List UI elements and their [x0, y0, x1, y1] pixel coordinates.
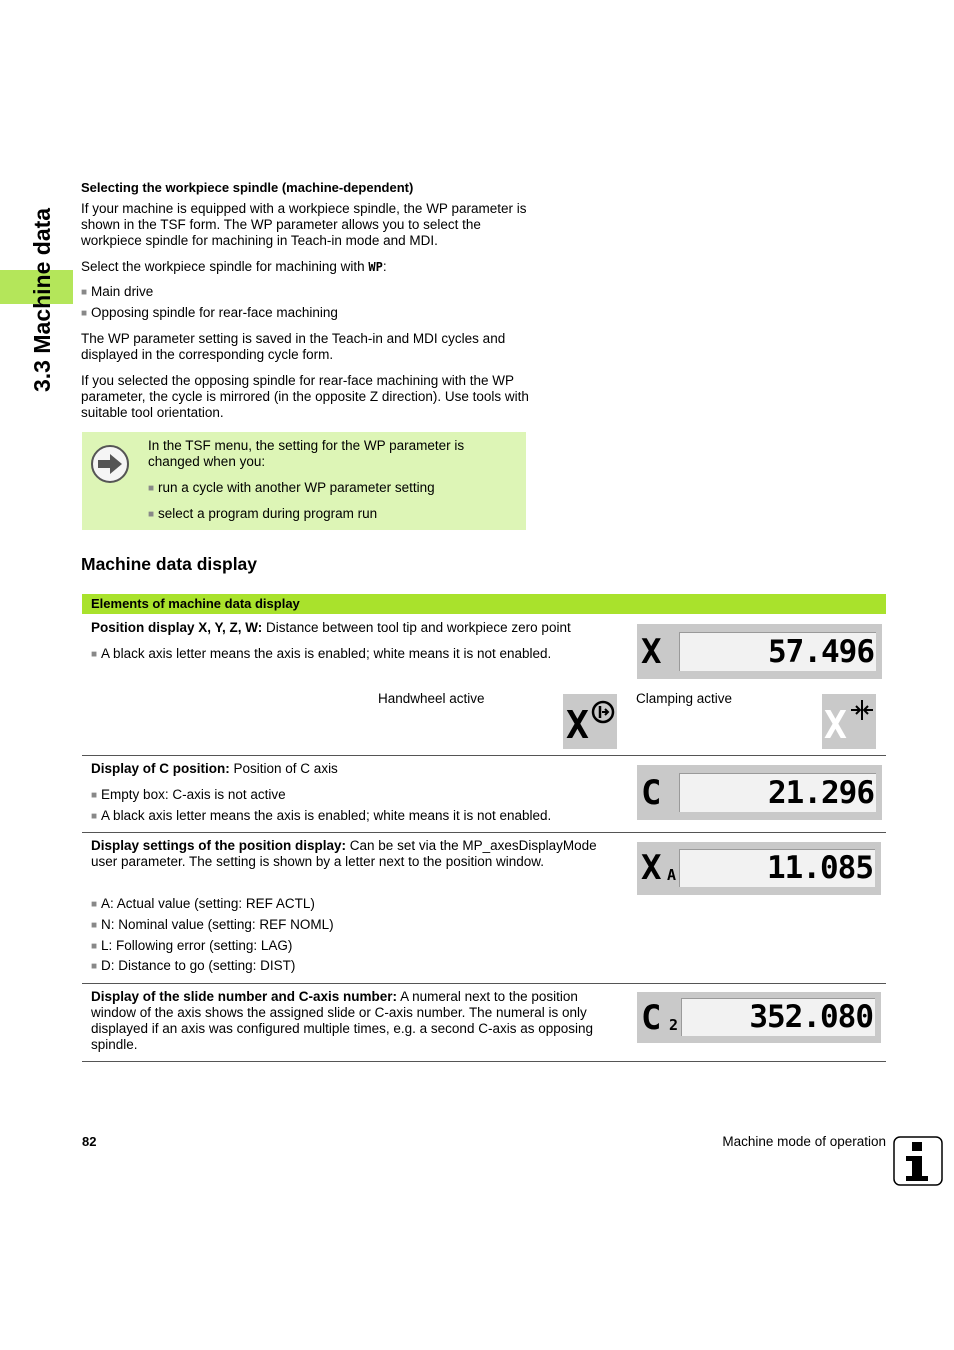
- wp-para-4: If you selected the opposing spindle for rear-face machining with the WP parameter, the cycle is mirrored (in the opposite Z direction). Use tools with suitable tool orientation.: [81, 373, 529, 420]
- table-bottom-rule: [82, 1061, 886, 1062]
- position-display-mode: [637, 842, 881, 895]
- display-mode-letter: A: [667, 866, 677, 884]
- position-display-x: [637, 624, 882, 679]
- clamping-axis-letter: X: [824, 703, 847, 747]
- row-4-description: Display of the slide number and C-axis number: A numeral next to the position window of the axis shows the assigned slide or C-axis number. The numeral is only displayed if an axis was configured multiple times, e.g. a second C-axis as opposing spindle.: [91, 989, 594, 1052]
- section-title: Machine data display: [81, 554, 258, 574]
- row-3-bullet-2: ■ N: Nominal value (setting: REF NOML): [91, 917, 619, 935]
- position-display-slide: [637, 992, 881, 1043]
- row-2-bullet-2: ■ A black axis letter means the axis is enabled; white means it is not enabled.: [91, 808, 619, 826]
- wp-para-2: Select the workpiece spindle for machining with WP:: [81, 259, 387, 274]
- row-2-bullet-1: ■ Empty box: C-axis is not active: [91, 787, 619, 805]
- row-3-description: Display settings of the position display: Can be set via the MP_axesDisplayMode user parameter. The setting is shown by a letter next to the position window.: [91, 838, 597, 869]
- row-divider: [82, 983, 886, 984]
- handwheel-axis-letter: X: [566, 703, 589, 747]
- axis-letter: X: [641, 632, 662, 672]
- handwheel-icon: [591, 700, 615, 724]
- wp-bullet-opposing-spindle: ■ Opposing spindle for rear-face machining: [81, 305, 531, 323]
- clamp-icon: [850, 699, 874, 721]
- wp-heading: Selecting the workpiece spindle (machine-dependent): [81, 180, 414, 195]
- note-bullet-2: ■ select a program during program run: [148, 506, 518, 524]
- chapter-tab-label: 3.3 Machine data: [29, 207, 55, 392]
- row-1-description: Position display X, Y, Z, W: Distance between tool tip and workpiece zero point: [91, 620, 571, 635]
- page-number: 82: [82, 1134, 97, 1149]
- info-icon[interactable]: [893, 1136, 943, 1186]
- row-3-bullet-4: ■ D: Distance to go (setting: DIST): [91, 958, 619, 976]
- handwheel-label: Handwheel active: [378, 691, 485, 706]
- position-display-c: [637, 765, 882, 820]
- table-header: Elements of machine data display: [82, 594, 886, 614]
- axis-value: 57.496: [768, 634, 874, 670]
- wp-key: WP: [368, 260, 383, 274]
- row-2-description: Display of C position: Position of C axis: [91, 761, 338, 776]
- wp-para-3: The WP parameter setting is saved in the Teach-in and MDI cycles and displayed in the corresponding cycle form.: [81, 331, 506, 362]
- row-3-bullet-1: ■ A: Actual value (setting: REF ACTL): [91, 896, 619, 914]
- wp-para-1: If your machine is equipped with a workpiece spindle, the WP parameter is shown in the TSF form. The WP parameter allows you to select the workpiece spindle for machining in Teach-in mode and MDI.: [81, 201, 527, 248]
- note-bullet-1: ■ run a cycle with another WP parameter setting: [148, 480, 518, 498]
- axis-letter: C: [641, 998, 662, 1038]
- row-divider: [82, 755, 886, 756]
- axis-letter: C: [641, 773, 662, 813]
- axis-value: 21.296: [768, 775, 874, 811]
- axis-value: 11.085: [767, 850, 873, 886]
- clamping-label: Clamping active: [636, 691, 733, 706]
- wp-bullet-main-drive: ■ Main drive: [81, 284, 531, 302]
- handwheel-indicator: [563, 694, 617, 749]
- row-divider: [82, 832, 886, 833]
- row-1-bullet: ■ A black axis letter means the axis is enabled; white means it is not enabled.: [91, 646, 619, 664]
- clamping-indicator: [822, 694, 876, 749]
- note-intro: In the TSF menu, the setting for the WP parameter is changed when you:: [148, 438, 465, 469]
- axis-letter: X: [641, 848, 662, 888]
- axis-value: 352.080: [749, 999, 873, 1035]
- arrow-right-icon: [90, 444, 130, 484]
- footer-title: Machine mode of operation: [722, 1134, 886, 1149]
- row-3-bullet-3: ■ L: Following error (setting: LAG): [91, 938, 619, 956]
- slide-number: 2: [669, 1016, 679, 1034]
